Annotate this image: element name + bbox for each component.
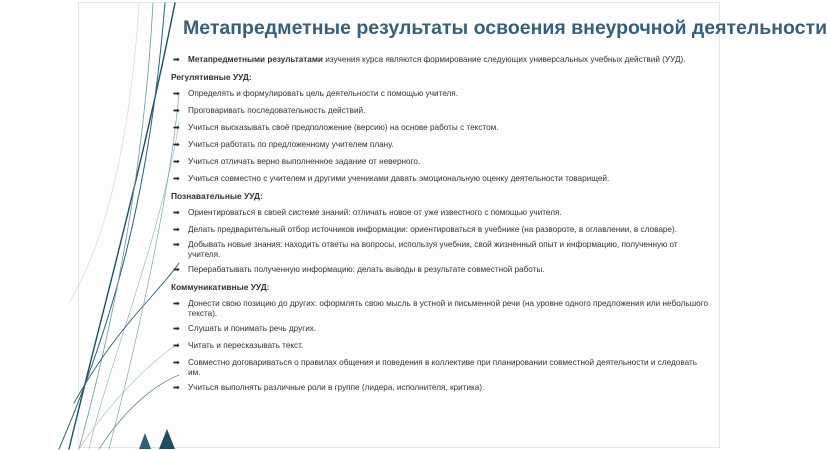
arrow-bullet-icon: ➡ <box>173 324 180 333</box>
intro-text: изучения курса являются формирование следующих универсальных учебных действий (УУД). <box>322 55 686 64</box>
section-heading: Познавательные УУД: <box>171 191 263 201</box>
list-item-text: Донести свою позицию до других: оформлять свою мысль в устной и письменной речи (на уровне одного предложения или небольшого текста). <box>188 299 709 318</box>
arrow-bullet-icon: ➡ <box>173 89 180 98</box>
list-item-text: Учиться высказывать своё предположение (версию) на основе работы с текстом. <box>188 123 499 132</box>
list-item <box>171 174 711 184</box>
arrow-bullet-icon: ➡ <box>173 140 180 149</box>
section-regulatory <box>171 72 711 184</box>
arrow-bullet-icon: ➡ <box>173 383 180 392</box>
list-item-text: Проговаривать последовательность действий. <box>188 106 366 115</box>
list-item-text: Добывать новые знания: находить ответы на вопросы, используя учебник, свой жизненный опыт и информацию, полученную от учителя. <box>188 240 678 259</box>
arrow-bullet-icon: ➡ <box>173 265 180 274</box>
list-item-text: Слушать и понимать речь других. <box>188 324 317 333</box>
arrow-bullet-icon: ➡ <box>173 174 180 183</box>
arrow-bullet-icon: ➡ <box>173 123 180 132</box>
slide <box>78 2 827 448</box>
list-item <box>171 225 711 235</box>
list-item <box>171 341 711 351</box>
arrow-bullet-icon: ➡ <box>173 299 180 308</box>
list-item <box>171 358 711 378</box>
arrow-bullet-icon: ➡ <box>173 157 180 166</box>
section-communicative <box>171 282 711 393</box>
section-heading: Регулятивные УУД: <box>171 72 252 82</box>
list-item <box>171 324 711 334</box>
list-item <box>171 123 711 133</box>
list-item-text: Читать и пересказывать текст. <box>188 341 304 350</box>
list-item <box>171 299 711 319</box>
intro-bold-text: Метапредметными результатами <box>188 55 323 64</box>
decorative-lines-graphic <box>79 3 179 449</box>
list-item-text: Перерабатывать полученную информацию: делать выводы в результате совместной работы. <box>188 265 545 274</box>
intro-paragraph <box>171 55 711 65</box>
list-item <box>171 383 711 393</box>
section-cognitive <box>171 191 711 275</box>
list-item <box>171 240 711 260</box>
list-item <box>171 208 711 218</box>
arrow-bullet-icon: ➡ <box>173 358 180 367</box>
arrow-bullet-icon: ➡ <box>173 240 180 249</box>
list-item-text: Совместно договариваться о правилах общения и поведения в коллективе при планировании совместной деятельности и следовать им. <box>188 358 697 377</box>
list-item-text: Учиться совместно с учителем и другими учениками давать эмоциональную оценку деятельности товарищей. <box>188 174 610 183</box>
arrow-bullet-icon: ➡ <box>173 106 180 115</box>
list-item-text: Делать предварительный отбор источников информации: ориентироваться в учебнике (на развороте, в оглавлении, в словаре). <box>188 225 677 234</box>
list-item-text: Ориентироваться в своей системе знаний: отличать новое от уже известного с помощью учителя. <box>188 208 562 217</box>
list-item-text: Учиться выполнять различные роли в группе (лидера, исполнителя, критика). <box>188 383 485 392</box>
list-item <box>171 265 711 275</box>
arrow-bullet-icon: ➡ <box>173 55 180 64</box>
slide-title: Метапредметные результаты освоения внеурочной деятельности <box>183 17 827 39</box>
arrow-bullet-icon: ➡ <box>173 341 180 350</box>
list-item <box>171 140 711 150</box>
section-heading: Коммуникативные УУД: <box>171 282 270 292</box>
list-item-text: Определять и формулировать цель деятельности с помощью учителя. <box>188 89 459 98</box>
content-body <box>171 55 711 400</box>
arrow-bullet-icon: ➡ <box>173 225 180 234</box>
arrow-bullet-icon: ➡ <box>173 208 180 217</box>
list-item-text: Учиться отличать верно выполненное задание от неверного. <box>188 157 421 166</box>
list-item <box>171 89 711 99</box>
list-item <box>171 157 711 167</box>
list-item-text: Учиться работать по предложенному учителем плану. <box>188 140 394 149</box>
list-item <box>171 106 711 116</box>
